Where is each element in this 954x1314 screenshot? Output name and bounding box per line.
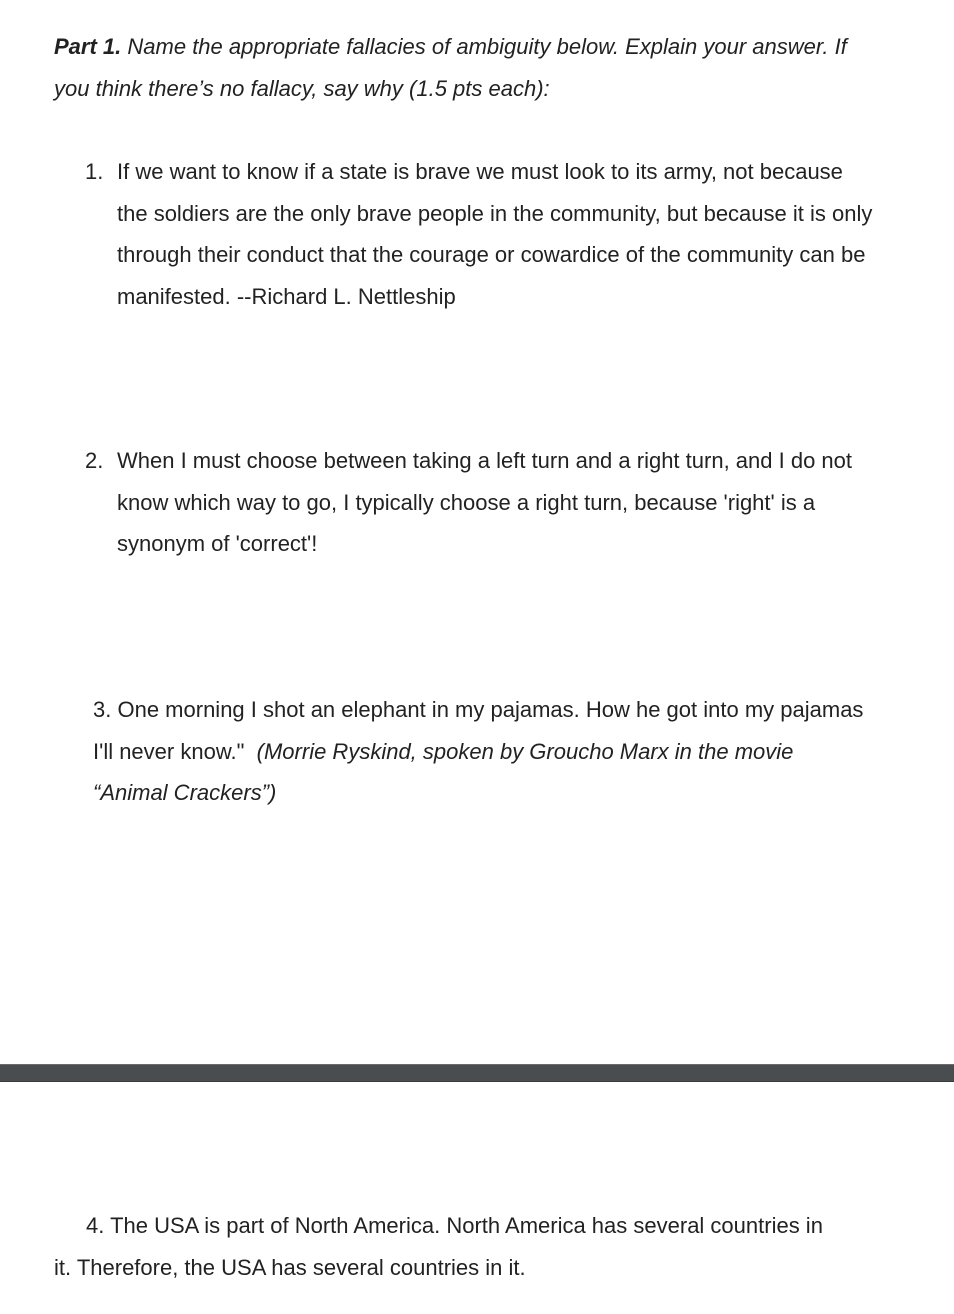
part-label: Part 1. <box>54 34 122 59</box>
question-3 <box>93 689 873 814</box>
question-number: 3. <box>93 697 112 722</box>
instructions-text: Name the appropriate fallacies of ambiguity below. Explain your answer. If you think there’s no fallacy, say why (1.5 pts each): <box>54 34 847 101</box>
question-text: If we want to know if a state is brave we must look to its army, not because the soldiers are the only brave people in the community, but because it is only through their conduct that the courage or cowardice of the community can be manifested. --Richard L. Nettleship <box>117 159 873 309</box>
question-text: When I must choose between taking a left turn and a right turn, and I do not know which way to go, I typically choose a right turn, because 'right' is a synonym of 'correct'! <box>117 448 853 556</box>
question-citation: (Morrie Ryskind, spoken by Groucho Marx in the movie “Animal Crackers”) <box>93 738 794 805</box>
question-4 <box>54 1205 834 1288</box>
question-number: 2. <box>85 448 104 473</box>
question-number: 4. <box>86 1213 105 1238</box>
question-text: One morning I shot an elephant in my pajamas. How he got into my pajamas I'll never know." <box>93 697 864 764</box>
question-text: The USA is part of North America. North America has several countries in it. Therefore, the USA has several countries in it. <box>54 1213 823 1280</box>
question-1 <box>85 151 875 321</box>
page-separator <box>0 1064 954 1082</box>
question-number: 1. <box>85 159 104 184</box>
question-2 <box>85 440 875 570</box>
part-heading <box>54 26 874 109</box>
